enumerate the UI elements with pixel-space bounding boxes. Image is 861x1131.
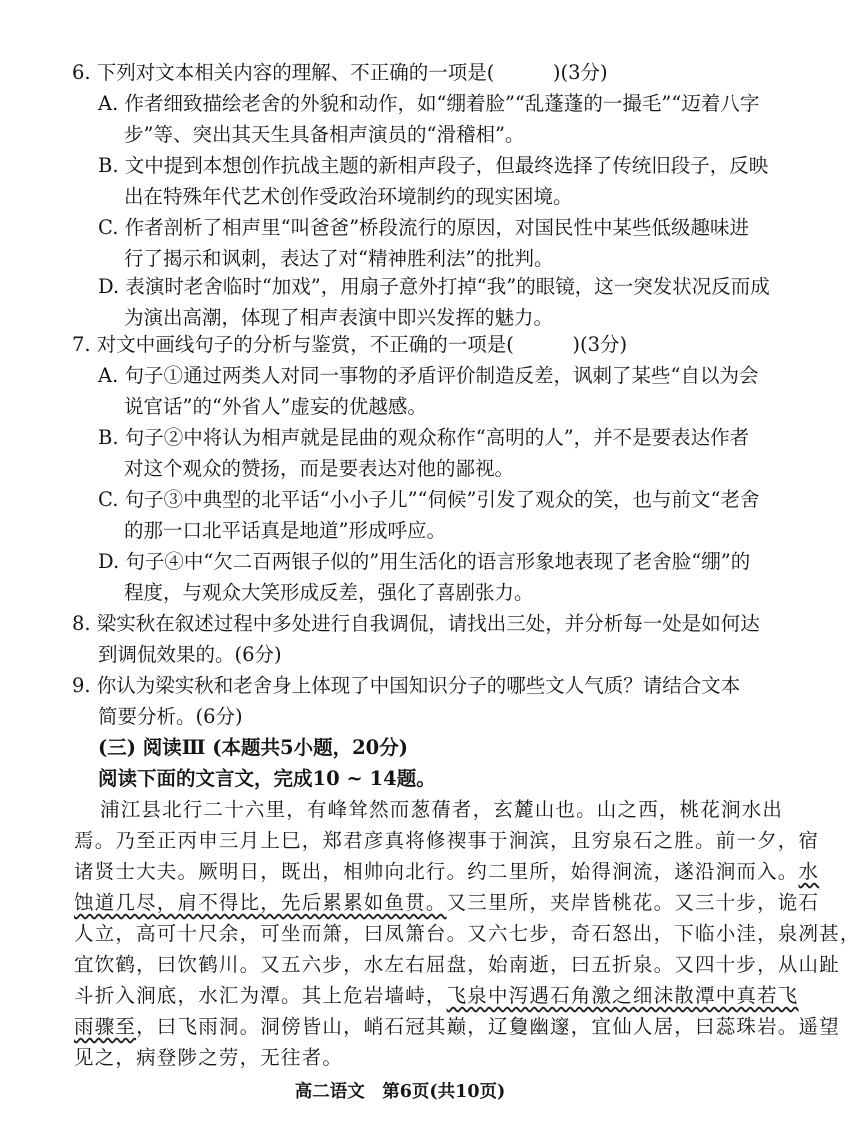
passage-line5: 人立，高可十尺余，可坐而箫，曰凤箫台。又六七步，奇石怒出，下临小洼，泉冽甚， xyxy=(74,922,861,945)
q6-option-d-line2: 为演出高潮，体现了相声表演中即兴发挥的魅力。 xyxy=(124,306,554,329)
q6-option-b-line2: 出在特殊年代艺术创作受政治环境制约的现实困境。 xyxy=(124,185,573,208)
passage-line4 xyxy=(74,889,819,917)
q8-line2: 到调侃效果的。(6分) xyxy=(98,643,282,666)
underlined-sentence-1b: 蚀道几尽，肩不得比，先后累累如鱼贯。 xyxy=(74,891,447,914)
section-instruction: 阅读下面的文言文，完成10 ~ 14题。 xyxy=(98,767,436,790)
passage-line7-text: 斗折入涧底，水汇为潭。其上危岩墙峙， xyxy=(74,984,447,1007)
section-title: (三) 阅读Ⅲ (本题共5小题，20分) xyxy=(98,736,408,759)
passage-line2: 焉。乃至正丙申三月上巳，郑君彦真将修禊事于涧滨，且穷泉石之胜。前一夕，宿 xyxy=(74,829,820,852)
q7-option-a-line2: 说官话”的“外省人”虚妄的优越感。 xyxy=(124,395,427,418)
passage-line3 xyxy=(74,858,819,886)
passage-line8 xyxy=(74,1013,840,1041)
q6-option-c-line2: 行了揭示和讽刺，表达了对“精神胜利法”的批判。 xyxy=(124,247,554,270)
underlined-sentence-1a: 水 xyxy=(798,860,820,883)
q6-stem: 6. 下列对文本相关内容的理解、不正确的一项是( )(3分) xyxy=(72,61,608,84)
q7-option-b-line1: B. 句子②中将认为相声就是昆曲的观众称作“高明的人”，并不是要表达作者 xyxy=(98,426,750,449)
q6-option-b-line1: B. 文中提到本想创作抗战主题的新相声段子，但最终选择了传统旧段子，反映 xyxy=(98,154,769,177)
q6-option-d-line1: D. 表演时老舍临时“加戏”，用扇子意外打掉“我”的眼镜，这一突发状况反而成 xyxy=(98,275,770,298)
q7-option-b-line2: 对这个观众的赞扬，而是要表达对他的鄙视。 xyxy=(124,457,515,480)
q7-option-a-line1: A. 句子①通过两类人对同一事物的矛盾评价制造反差，讽刺了某些“自以为会 xyxy=(98,364,759,387)
passage-line9: 见之，病登陟之劳，无往者。 xyxy=(74,1046,344,1069)
passage-line3-text: 诸贤士大夫。厥明日，既出，相帅向北行。约二里所，始得涧流，遂沿涧而入。 xyxy=(74,860,799,883)
underlined-sentence-2b: 雨骤至 xyxy=(74,1015,137,1038)
q6-option-a-line2: 步”等、突出其天生具备相声演员的“滑稽相”。 xyxy=(124,123,525,146)
underlined-sentence-2a: 飞泉中泻遇石角激之细沫散潭中真若飞 xyxy=(446,984,799,1007)
passage-line8-text: ，曰飞雨洞。洞傍皆山，峭石冠其巅，辽敻幽邃，宜仙人居，曰蕊珠岩。遥望 xyxy=(136,1015,840,1038)
q7-option-c-line1: C. 句子③中典型的北平话“小小子儿”“伺候”引发了观众的笑，也与前文“老舍 xyxy=(98,488,760,511)
page-footer: 高二语文 第6页(共10页) xyxy=(294,1082,506,1102)
q9-line2: 简要分析。(6分) xyxy=(98,705,243,728)
q7-stem: 7. 对文中画线句子的分析与鉴赏，不正确的一项是( )(3分) xyxy=(72,333,628,356)
q7-option-d-line1: D. 句子④中“欠二百两银子似的”用生活化的语言形象地表现了老舍脸“绷”的 xyxy=(98,550,751,573)
passage-line7 xyxy=(74,982,799,1010)
q8-line1: 8. 梁实秋在叙述过程中多处进行自我调侃，请找出三处，并分析每一处是如何达 xyxy=(72,612,760,635)
passage-line1: 浦江县北行二十六里，有峰耸然而葱蒨者，玄麓山也。山之西，桃花涧水出 xyxy=(100,798,784,821)
q6-option-a-line1: A. 作者细致描绘老舍的外貌和动作，如“绷着脸”“乱蓬蓬的一撮毛”“迈着八字 xyxy=(98,92,760,115)
q7-option-c-line2: 的那一口北平话真是地道”形成呼应。 xyxy=(124,519,446,542)
passage-line6: 宜饮鹤，曰饮鹤川。又五六步，水左右屈盘，始南逝，曰五折泉。又四十步，从山趾 xyxy=(74,953,840,976)
passage-line4-text: 又三里所，夹岸皆桃花。又三十步，诡石 xyxy=(446,891,820,914)
q6-option-c-line1: C. 作者剖析了相声里“叫爸爸”桥段流行的原因，对国民性中某些低级趣味进 xyxy=(98,216,750,239)
q7-option-d-line2: 程度，与观众大笑形成反差，强化了喜剧张力。 xyxy=(124,581,534,604)
q9-line1: 9. 你认为梁实秋和老舍身上体现了中国知识分子的哪些文人气质？请结合文本 xyxy=(72,674,741,697)
